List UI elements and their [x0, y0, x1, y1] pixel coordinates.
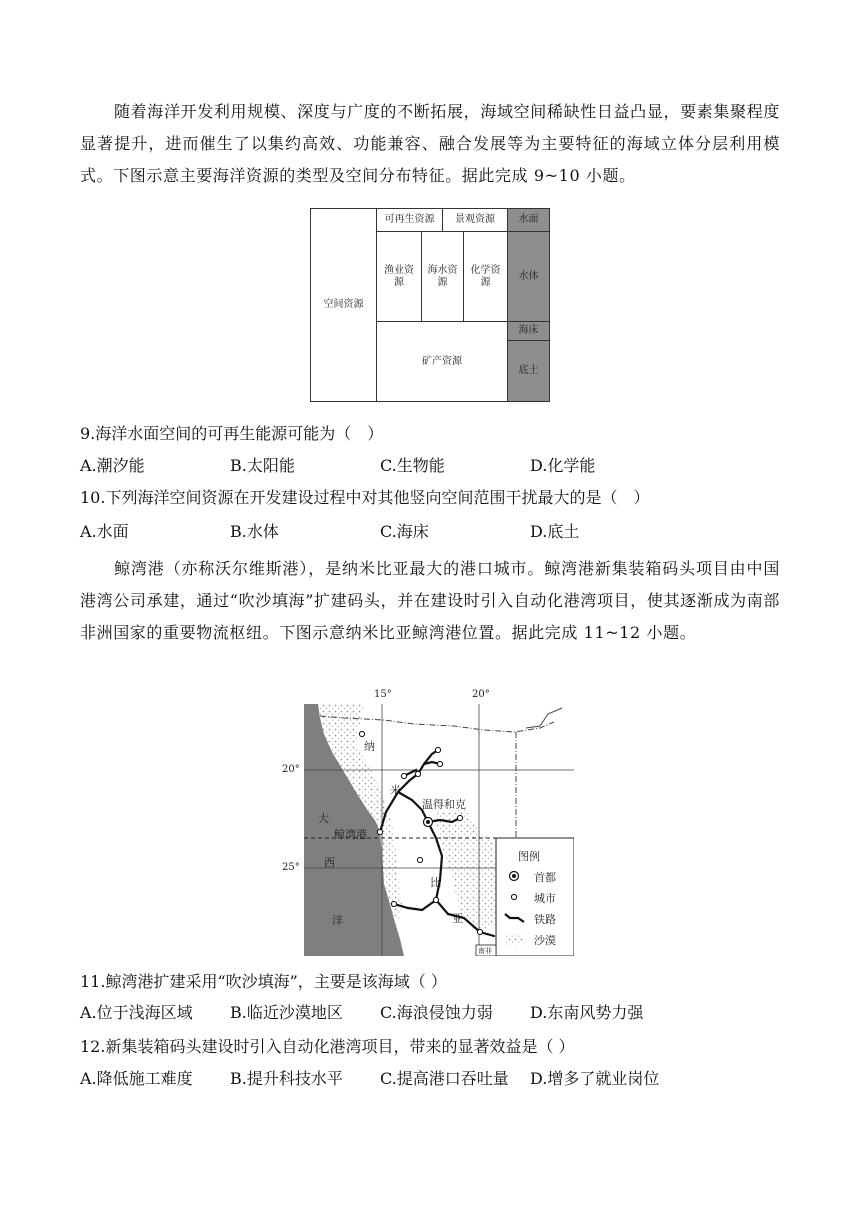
neighbor-label: 南非: [478, 947, 492, 955]
passage-2: 鲸湾港（亦称沃尔维斯港），是纳米比亚最大的港口城市。鲸湾港新集装箱码头项目由中国港湾公司承建，通过“吹沙填海”扩建码头，并在建设时引入自动化港湾项目，使其逐渐成为南部非洲国家的重要物流枢纽。下图示意纳米比亚鲸湾港位置。据此完成 11~12 小题。: [80, 559, 780, 642]
legend-city-symbol: [511, 894, 516, 899]
country-char-1: 纳: [364, 740, 375, 753]
q12-option-b[interactable]: B.提升科技水平: [230, 1069, 343, 1088]
ocean-char-3: 洋: [332, 914, 343, 927]
landscape-resource-cell: 景观资源: [442, 208, 508, 232]
namibia-map: [282, 689, 574, 956]
q9-option-c[interactable]: C.生物能: [380, 456, 445, 475]
space-resource-cell: 空间资源: [310, 208, 377, 402]
q11-option-a[interactable]: A.位于浅海区域: [80, 1003, 193, 1022]
chemical-resource-cell: 化学资源: [463, 231, 508, 322]
q12-option-d[interactable]: D.增多了就业岗位: [530, 1069, 660, 1088]
country-char-4: 亚: [452, 912, 463, 925]
lat-label-25: 25°: [282, 862, 300, 873]
layer-surface-cell: 水面: [507, 208, 550, 232]
question-10-options: [80, 520, 800, 544]
question-9-stem: 9.海洋水面空间的可再生能源可能为（ ）: [80, 424, 384, 443]
capital-label: 温得和克: [422, 798, 466, 811]
q10-option-a[interactable]: A.水面: [80, 522, 129, 541]
country-char-2: 米: [390, 784, 401, 797]
layer-water-column-cell: 水体: [507, 231, 550, 322]
layer-subsoil-cell: 底土: [507, 340, 550, 402]
lon-label-20: 20°: [472, 689, 490, 700]
question-9-options: [80, 454, 800, 478]
legend-desert-label: 沙漠: [534, 934, 556, 947]
legend-capital-label: 首都: [534, 871, 556, 884]
q11-option-d[interactable]: D.东南风势力强: [530, 1003, 644, 1022]
question-10-stem: 10.下列海洋空间资源在开发建设过程中对其他竖向空间范围干扰最大的是（ ）: [80, 488, 650, 507]
q10-option-c[interactable]: C.海床: [380, 522, 429, 541]
q12-option-c[interactable]: C.提高港口吞吐量: [380, 1069, 509, 1088]
passage-1: 随着海洋开发利用规模、深度与广度的不断拓展，海域空间稀缺性日益凸显，要素集聚程度显著提升，进而催生了以集约高效、功能兼容、融合发展等为主要特征的海域立体分层利用模式。下图示意主要海洋资源的类型及空间分布特征。据此完成 9~10 小题。: [80, 102, 780, 185]
ocean-char-2: 西: [324, 856, 335, 869]
legend-city-label: 城市: [534, 892, 556, 905]
seawater-resource-cell: 海水资源: [421, 231, 464, 322]
q9-option-a[interactable]: A.潮汐能: [80, 456, 145, 475]
q11-option-b[interactable]: B.临近沙漠地区: [230, 1003, 343, 1022]
ocean-char-1: 大: [318, 812, 329, 825]
layer-seabed-cell: 海床: [507, 321, 550, 341]
ocean-resource-diagram: [310, 208, 550, 402]
legend-railway-label: 铁路: [534, 913, 556, 926]
port-label: 鲸湾港: [334, 828, 367, 841]
lat-label-20: 20°: [282, 764, 300, 775]
fishery-resource-cell: 渔业资源: [376, 231, 422, 322]
caprivi-border: [526, 708, 562, 728]
legend-desert-symbol: [505, 934, 523, 945]
question-12-options: [80, 1067, 800, 1091]
renewable-resource-cell: 可再生资源: [376, 208, 443, 232]
q9-option-b[interactable]: B.太阳能: [230, 456, 295, 475]
q11-option-c[interactable]: C.海浪侵蚀力弱: [380, 1003, 493, 1022]
mineral-resource-cell: 矿产资源: [376, 321, 508, 402]
question-11-options: [80, 1001, 800, 1025]
q10-option-d[interactable]: D.底土: [530, 522, 580, 541]
country-char-3: 比: [430, 876, 441, 889]
q12-option-a[interactable]: A.降低施工难度: [80, 1069, 193, 1088]
q9-option-d[interactable]: D.化学能: [530, 456, 596, 475]
question-11-stem: 11.鲸湾港扩建采用“吹沙填海”，主要是该海域（ ）: [80, 972, 447, 991]
kalahari-desert: [434, 808, 498, 930]
lon-label-15: 15°: [374, 689, 392, 700]
legend-title: 图例: [518, 850, 540, 863]
question-12-stem: 12.新集装箱码头建设时引入自动化港湾项目，带来的显著效益是（ ）: [80, 1037, 575, 1056]
q10-option-b[interactable]: B.水体: [230, 522, 279, 541]
